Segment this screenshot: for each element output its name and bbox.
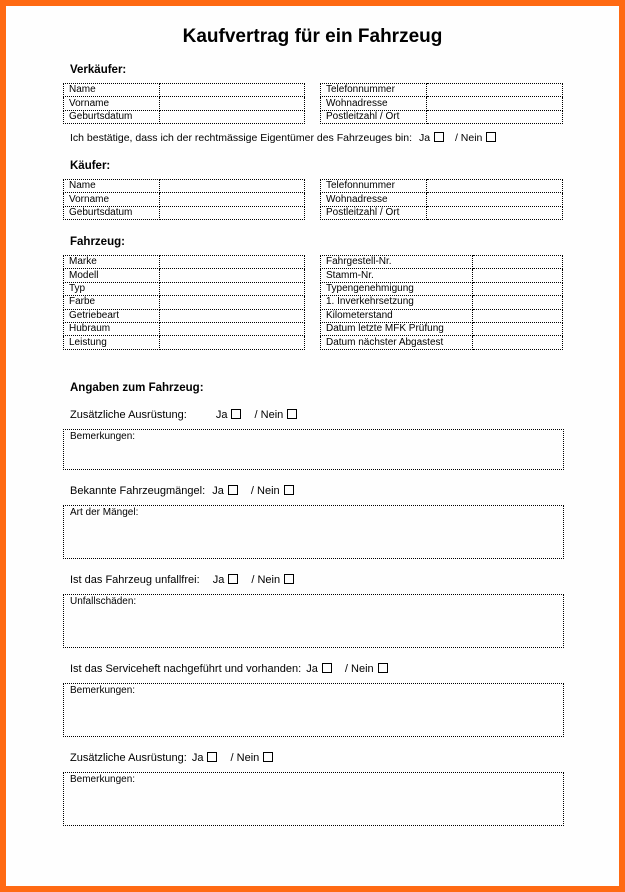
contract-page xyxy=(6,6,619,886)
seller-right-table xyxy=(320,83,563,124)
field-label: Wohnadresse xyxy=(321,193,427,206)
seller-left-table xyxy=(63,83,305,124)
field-value[interactable] xyxy=(160,180,305,193)
question-known-defects xyxy=(70,485,296,497)
field-value[interactable] xyxy=(473,256,563,269)
field-value[interactable] xyxy=(160,336,305,349)
table-row xyxy=(321,269,563,282)
field-value[interactable] xyxy=(160,110,305,123)
field-label: Geburtsdatum xyxy=(64,110,160,123)
table-row xyxy=(64,193,305,206)
table-row xyxy=(321,336,563,349)
owner-no-label: / Nein xyxy=(454,132,483,144)
table-row xyxy=(64,282,305,295)
field-label: Farbe xyxy=(64,296,160,309)
defects-box-label: Art der Mängel: xyxy=(70,507,139,518)
table-row xyxy=(321,97,563,110)
field-value[interactable] xyxy=(160,282,305,295)
field-label: 1. Inverkehrsetzung xyxy=(321,296,473,309)
field-label: Marke xyxy=(64,256,160,269)
yes-label: Ja xyxy=(212,574,225,586)
remarks-box-2-label: Bemerkungen: xyxy=(70,774,136,785)
field-label: Postleitzahl / Ort xyxy=(321,206,427,219)
table-row xyxy=(64,84,305,97)
field-label: Name xyxy=(64,180,160,193)
table-row xyxy=(64,256,305,269)
table-row xyxy=(321,296,563,309)
field-label: Kilometerstand xyxy=(321,309,473,322)
remarks-box-2[interactable] xyxy=(63,772,564,826)
question-text: Ist das Serviceheft nachgeführt und vorhanden: xyxy=(70,663,302,675)
field-value[interactable] xyxy=(427,97,563,110)
buyer-right-table xyxy=(320,179,563,220)
vehicle-left-table xyxy=(63,255,305,350)
field-value[interactable] xyxy=(160,322,305,335)
table-row xyxy=(321,256,563,269)
owner-confirmation xyxy=(70,132,498,144)
yes-label: Ja xyxy=(191,752,204,764)
field-value[interactable] xyxy=(160,309,305,322)
question-service-book xyxy=(70,663,390,675)
table-row xyxy=(64,322,305,335)
table-row xyxy=(321,110,563,123)
service-remarks-box[interactable] xyxy=(63,683,564,737)
field-value[interactable] xyxy=(427,84,563,97)
field-label: Datum nächster Abgastest xyxy=(321,336,473,349)
field-label: Datum letzte MFK Prüfung xyxy=(321,322,473,335)
table-row xyxy=(321,180,563,193)
field-label: Geburtsdatum xyxy=(64,206,160,219)
table-row xyxy=(64,97,305,110)
yes-checkbox[interactable] xyxy=(207,752,217,762)
field-label: Postleitzahl / Ort xyxy=(321,110,427,123)
table-row xyxy=(64,180,305,193)
owner-no-checkbox[interactable] xyxy=(486,132,496,142)
owner-confirmation-text: Ich bestätige, dass ich der rechtmässige Eigentümer des Fahrzeuges bin: xyxy=(70,132,413,144)
table-row xyxy=(321,193,563,206)
no-label: / Nein xyxy=(254,409,284,421)
vehicle-heading: Fahrzeug: xyxy=(70,236,125,248)
buyer-left-table xyxy=(63,179,305,220)
no-label: / Nein xyxy=(251,574,281,586)
no-checkbox[interactable] xyxy=(284,574,294,584)
field-label: Typ xyxy=(64,282,160,295)
no-checkbox[interactable] xyxy=(378,663,388,673)
page-title: Kaufvertrag für ein Fahrzeug xyxy=(182,26,443,47)
field-value[interactable] xyxy=(473,336,563,349)
remarks-box[interactable] xyxy=(63,429,564,470)
field-value[interactable] xyxy=(160,206,305,219)
table-row xyxy=(321,282,563,295)
field-value[interactable] xyxy=(427,206,563,219)
vehicle-right-table xyxy=(320,255,563,350)
field-label: Modell xyxy=(64,269,160,282)
table-row xyxy=(64,110,305,123)
owner-yes-checkbox[interactable] xyxy=(434,132,444,142)
yes-label: Ja xyxy=(306,663,318,675)
field-label: Fahrgestell-Nr. xyxy=(321,256,473,269)
table-row xyxy=(64,269,305,282)
field-value[interactable] xyxy=(160,269,305,282)
yes-checkbox[interactable] xyxy=(228,574,238,584)
field-value[interactable] xyxy=(473,309,563,322)
field-label: Telefonnummer xyxy=(321,84,427,97)
field-label: Vorname xyxy=(64,97,160,110)
yes-label: Ja xyxy=(215,409,228,421)
yes-checkbox[interactable] xyxy=(322,663,332,673)
table-row xyxy=(64,296,305,309)
field-value[interactable] xyxy=(160,97,305,110)
details-heading: Angaben zum Fahrzeug: xyxy=(70,382,204,394)
field-label: Stamm-Nr. xyxy=(321,269,473,282)
field-value[interactable] xyxy=(427,193,563,206)
question-extra-equipment xyxy=(70,409,299,421)
defects-box[interactable] xyxy=(63,505,564,559)
field-value[interactable] xyxy=(160,193,305,206)
table-row xyxy=(64,309,305,322)
no-label: / Nein xyxy=(230,752,260,764)
field-label: Telefonnummer xyxy=(321,180,427,193)
field-value[interactable] xyxy=(160,84,305,97)
field-value[interactable] xyxy=(427,180,563,193)
no-checkbox[interactable] xyxy=(284,485,294,495)
no-label: / Nein xyxy=(344,663,374,675)
remarks-box-label: Bemerkungen: xyxy=(70,431,136,442)
table-row xyxy=(321,309,563,322)
field-value[interactable] xyxy=(473,296,563,309)
question-accident-free xyxy=(70,574,296,586)
accident-damage-box[interactable] xyxy=(63,594,564,648)
field-label: Getriebeart xyxy=(64,309,160,322)
no-label: / Nein xyxy=(250,485,280,497)
no-checkbox[interactable] xyxy=(263,752,273,762)
table-row xyxy=(321,206,563,219)
field-value[interactable] xyxy=(160,256,305,269)
seller-heading: Verkäufer: xyxy=(70,64,127,76)
service-remarks-box-label: Bemerkungen: xyxy=(70,685,136,696)
table-row xyxy=(64,336,305,349)
field-label: Vorname xyxy=(64,193,160,206)
yes-checkbox[interactable] xyxy=(228,485,238,495)
field-label: Typengenehmigung xyxy=(321,282,473,295)
table-row xyxy=(64,206,305,219)
question-text: Bekannte Fahrzeugmängel: xyxy=(70,485,206,497)
yes-label: Ja xyxy=(212,485,224,497)
question-text: Zusätzliche Ausrüstung: xyxy=(70,409,187,421)
field-value[interactable] xyxy=(160,296,305,309)
field-label: Hubraum xyxy=(64,322,160,335)
question-extra-equipment-2 xyxy=(70,752,275,764)
question-text: Zusätzliche Ausrüstung: xyxy=(70,752,187,764)
table-row xyxy=(321,84,563,97)
accident-damage-box-label: Unfallschäden: xyxy=(70,596,137,607)
yes-checkbox[interactable] xyxy=(231,409,241,419)
field-label: Name xyxy=(64,84,160,97)
field-label: Leistung xyxy=(64,336,160,349)
field-value[interactable] xyxy=(473,322,563,335)
field-value[interactable] xyxy=(427,110,563,123)
table-row xyxy=(321,322,563,335)
no-checkbox[interactable] xyxy=(287,409,297,419)
question-text: Ist das Fahrzeug unfallfrei: xyxy=(70,574,200,586)
buyer-heading: Käufer: xyxy=(70,160,111,172)
field-label: Wohnadresse xyxy=(321,97,427,110)
owner-yes-label: Ja xyxy=(418,132,431,144)
field-value[interactable] xyxy=(473,282,563,295)
field-value[interactable] xyxy=(473,269,563,282)
